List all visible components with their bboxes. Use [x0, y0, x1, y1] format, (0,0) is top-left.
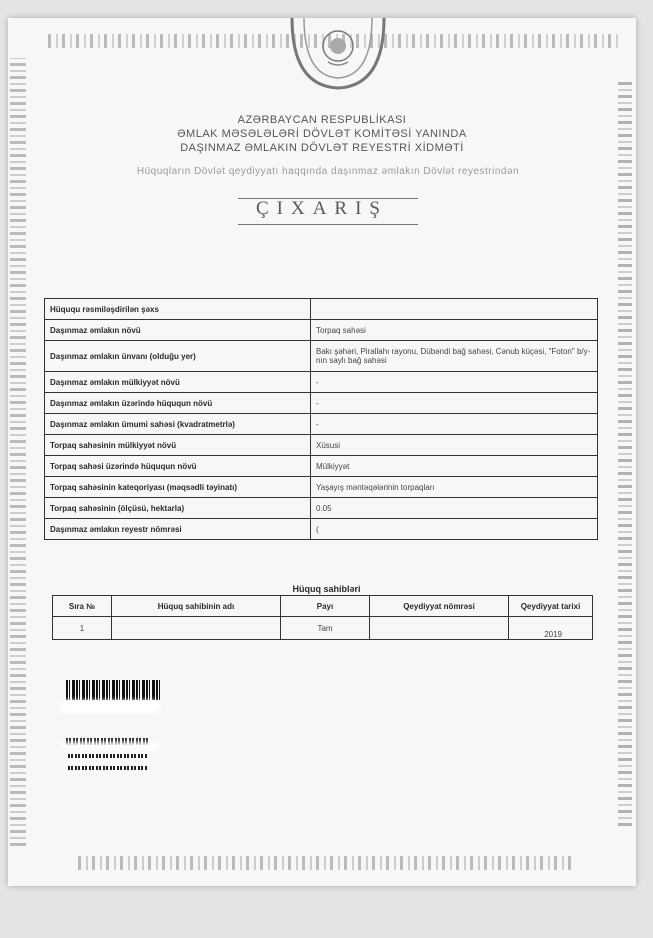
row-label: Daşınmaz əmlakın ümumi sahəsi (kvadratmetrlə): [45, 414, 311, 435]
row-value: -: [311, 372, 598, 393]
row-label: Torpaq sahəsinin kateqoriyası (məqsədli təyinatı): [45, 477, 311, 498]
table-row: [45, 299, 598, 320]
row-label: Torpaq sahəsi üzərində hüququn növü: [45, 456, 311, 477]
document-title: ÇIXARIŞ: [255, 198, 388, 219]
table-row: [45, 372, 598, 393]
row-value: Bakı şəhəri, Pirallahı rayonu, Dübəndi bağ sahəsi, Cənub küçəsi, "Foton" b/y-nın saylı bağ sahəsi: [311, 341, 598, 372]
barcode-line: [68, 766, 148, 770]
col-header-number: Sıra №: [53, 596, 112, 617]
decorative-border-right: [618, 78, 632, 826]
table-row: [45, 477, 598, 498]
table-row: [45, 435, 598, 456]
row-value: Xüsusi: [311, 435, 598, 456]
row-value: -: [311, 393, 598, 414]
row-label: Daşınmaz əmlakın üzərində hüququn növü: [45, 393, 311, 414]
row-value: Mülkiyyət: [311, 456, 598, 477]
table-row: [45, 519, 598, 540]
row-label: Daşınmaz əmlakın mülkiyyət növü: [45, 372, 311, 393]
col-header-owner-name: Hüquq sahibinin adı: [112, 596, 281, 617]
row-value: -: [311, 414, 598, 435]
table-header-row: [53, 596, 593, 617]
table-row: [45, 393, 598, 414]
row-label: Daşınmaz əmlakın növü: [45, 320, 311, 341]
decorative-border-bottom: [78, 856, 576, 870]
row-value: Yaşayış məntəqələrinin torpaqları: [311, 477, 598, 498]
owner-reg-number: [370, 617, 509, 640]
row-label: Torpaq sahəsinin (ölçüsü, hektarla): [45, 498, 311, 519]
header-line-3: DAŞINMAZ ƏMLAKIN DÖVLƏT REYESTRİ XİDMƏTİ: [180, 142, 464, 154]
col-header-reg-date: Qeydiyyat tarixi: [509, 596, 593, 617]
owner-share: Tam: [281, 617, 370, 640]
row-value: (: [311, 519, 598, 540]
col-header-reg-number: Qeydiyyat nömrəsi: [370, 596, 509, 617]
row-label: Daşınmaz əmlakın reyestr nömrəsi: [45, 519, 311, 540]
state-emblem-icon: [282, 18, 394, 90]
col-header-share: Payı: [281, 596, 370, 617]
owner-name: [112, 617, 281, 640]
table-row: [45, 414, 598, 435]
table-row: [45, 341, 598, 372]
property-info-table: [44, 298, 598, 540]
row-value: 0.05: [311, 498, 598, 519]
redaction-blur: [60, 742, 160, 750]
owner-reg-date: 2019: [509, 617, 593, 640]
barcode-main: [66, 680, 162, 700]
row-value: Torpaq sahəsi: [311, 320, 598, 341]
table-row: [45, 320, 598, 341]
row-label: Hüququ rəsmiləşdirilən şəxs: [45, 299, 311, 320]
decorative-border-left: [10, 58, 26, 846]
row-label: Daşınmaz əmlakın ünvanı (olduğu yer): [45, 341, 311, 372]
barcode-line: [68, 754, 148, 758]
row-value: [311, 299, 598, 320]
header-subtitle: Hüquqların Dövlət qeydiyyatı haqqında daşınmaz əmlakın Dövlət reyestrindən: [136, 166, 520, 177]
header-line-2: ƏMLAK MƏSƏLƏLƏRİ DÖVLƏT KOMİTƏSİ YANINDA: [177, 128, 467, 140]
owners-section-title: Hüquq sahibləri: [292, 584, 361, 594]
owner-number: 1: [53, 617, 112, 640]
table-row: [45, 498, 598, 519]
table-row: [53, 617, 593, 640]
owners-table: [52, 595, 593, 640]
redaction-blur: [60, 700, 160, 714]
row-label: Torpaq sahəsinin mülkiyyət növü: [45, 435, 311, 456]
header-line-1: AZƏRBAYCAN RESPUBLİKASI: [237, 114, 407, 126]
table-row: [45, 456, 598, 477]
title-rule-bottom: [238, 224, 418, 225]
